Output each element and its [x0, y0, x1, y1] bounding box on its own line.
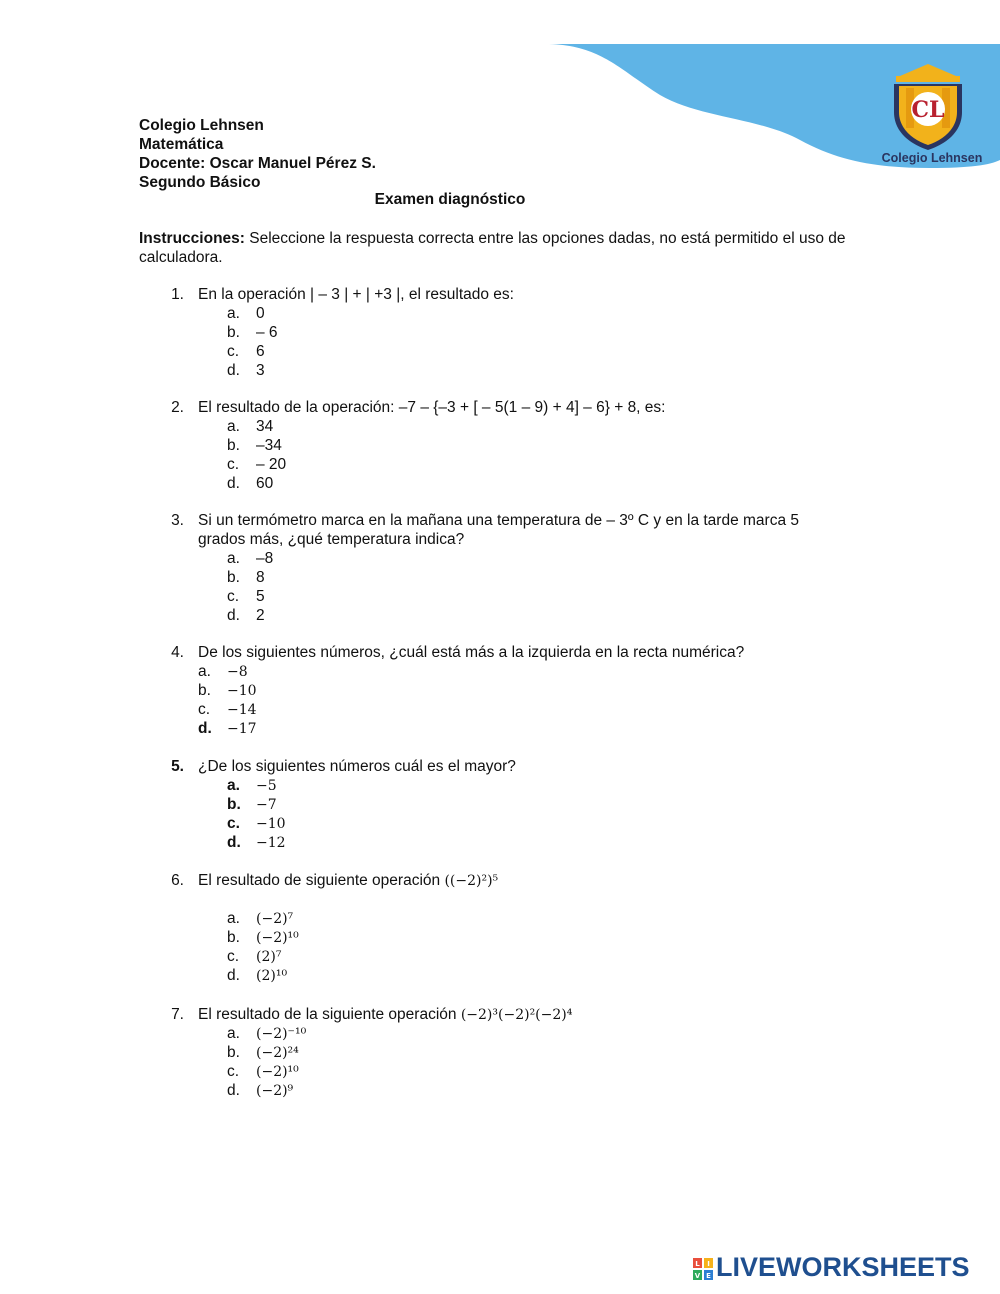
option[interactable]: d. (2)¹⁰	[227, 967, 288, 984]
option[interactable]: b. −10	[198, 682, 257, 699]
option[interactable]: d. 3	[227, 362, 265, 379]
question-stem: De los siguientes números, ¿cuál está más a la izquierda en la recta numérica?	[198, 644, 745, 661]
svg-text:L: L	[695, 1260, 700, 1268]
option[interactable]: d. −12	[227, 834, 286, 851]
option[interactable]: d. 60	[227, 475, 274, 492]
school-name: Colegio Lehnsen	[139, 117, 264, 134]
question-number: 3.	[171, 512, 184, 529]
logo-school-name: Colegio Lehnsen	[881, 151, 983, 165]
question-stem: Si un termómetro marca en la mañana una temperatura de – 3º C y en la tarde marca 5	[198, 512, 799, 529]
school-shield-logo	[880, 62, 976, 150]
option[interactable]: b. 8	[227, 569, 265, 586]
question-number: 4.	[171, 644, 184, 661]
teacher: Docente: Oscar Manuel Pérez S.	[139, 155, 376, 172]
option[interactable]: b. – 6	[227, 324, 278, 341]
option[interactable]: a. (−2)⁷	[227, 910, 294, 927]
question-stem: El resultado de la siguiente operación (−2)³(−2)²(−2)⁴	[198, 1006, 573, 1023]
svg-text:CL: CL	[911, 97, 945, 123]
option[interactable]: d. −17	[198, 720, 257, 737]
question-stem-line-2: grados más, ¿qué temperatura indica?	[198, 531, 465, 548]
subject: Matemática	[139, 136, 224, 153]
instructions-label: Instrucciones:	[139, 230, 245, 247]
question-number: 1.	[171, 286, 184, 303]
liveworksheets-brand[interactable]: LIVEWORKSHEETS	[716, 1252, 970, 1282]
question-number: 5.	[171, 758, 184, 775]
option[interactable]: b. (−2)²⁴	[227, 1044, 299, 1061]
option[interactable]: a. –8	[227, 550, 274, 567]
option[interactable]: c. 5	[227, 588, 265, 605]
question-number: 2.	[171, 399, 184, 416]
instructions-text: Seleccione la respuesta correcta entre las opciones dadas, no está permitido el uso de calculadora.	[139, 230, 846, 266]
option[interactable]: b. –34	[227, 437, 282, 454]
option[interactable]: c. (2)⁷	[227, 948, 282, 965]
question-stem: En la operación | – 3 | + | +3 |, el resultado es:	[198, 286, 514, 303]
option[interactable]: b. −7	[227, 796, 277, 813]
svg-text:I: I	[707, 1260, 710, 1268]
option[interactable]: b. (−2)¹⁰	[227, 929, 299, 946]
svg-text:V: V	[694, 1272, 701, 1280]
option[interactable]: c. −10	[227, 815, 286, 832]
option[interactable]: a. −5	[227, 777, 277, 794]
liveworksheets-logo-icon	[693, 1258, 713, 1280]
option[interactable]: c. – 20	[227, 456, 287, 473]
instructions	[139, 229, 869, 267]
option[interactable]: d. (−2)⁹	[227, 1082, 294, 1099]
question-expression: ((−2)²)⁵	[444, 873, 499, 889]
question-stem: El resultado de siguiente operación ((−2)²)⁵	[198, 872, 499, 889]
exam-title: Examen diagnóstico	[374, 191, 526, 208]
option[interactable]: c. (−2)¹⁰	[227, 1063, 299, 1080]
option[interactable]: a. 0	[227, 305, 265, 322]
option[interactable]: a. −8	[198, 663, 248, 680]
option[interactable]: c. 6	[227, 343, 265, 360]
grade: Segundo Básico	[139, 174, 261, 191]
option[interactable]: a. (−2)⁻¹⁰	[227, 1025, 307, 1042]
svg-text:E: E	[706, 1272, 711, 1280]
option[interactable]: a. 34	[227, 418, 274, 435]
question-number: 7.	[171, 1006, 184, 1023]
question-stem: ¿De los siguientes números cuál es el mayor?	[198, 758, 516, 775]
question-expression: (−2)³(−2)²(−2)⁴	[460, 1007, 573, 1023]
option[interactable]: c. −14	[198, 701, 257, 718]
question-stem: El resultado de la operación: –7 – {–3 + [ – 5(1 – 9) + 4] – 6} + 8, es:	[198, 399, 666, 416]
option[interactable]: d. 2	[227, 607, 265, 624]
question-number: 6.	[171, 872, 184, 889]
document-header	[139, 116, 376, 192]
